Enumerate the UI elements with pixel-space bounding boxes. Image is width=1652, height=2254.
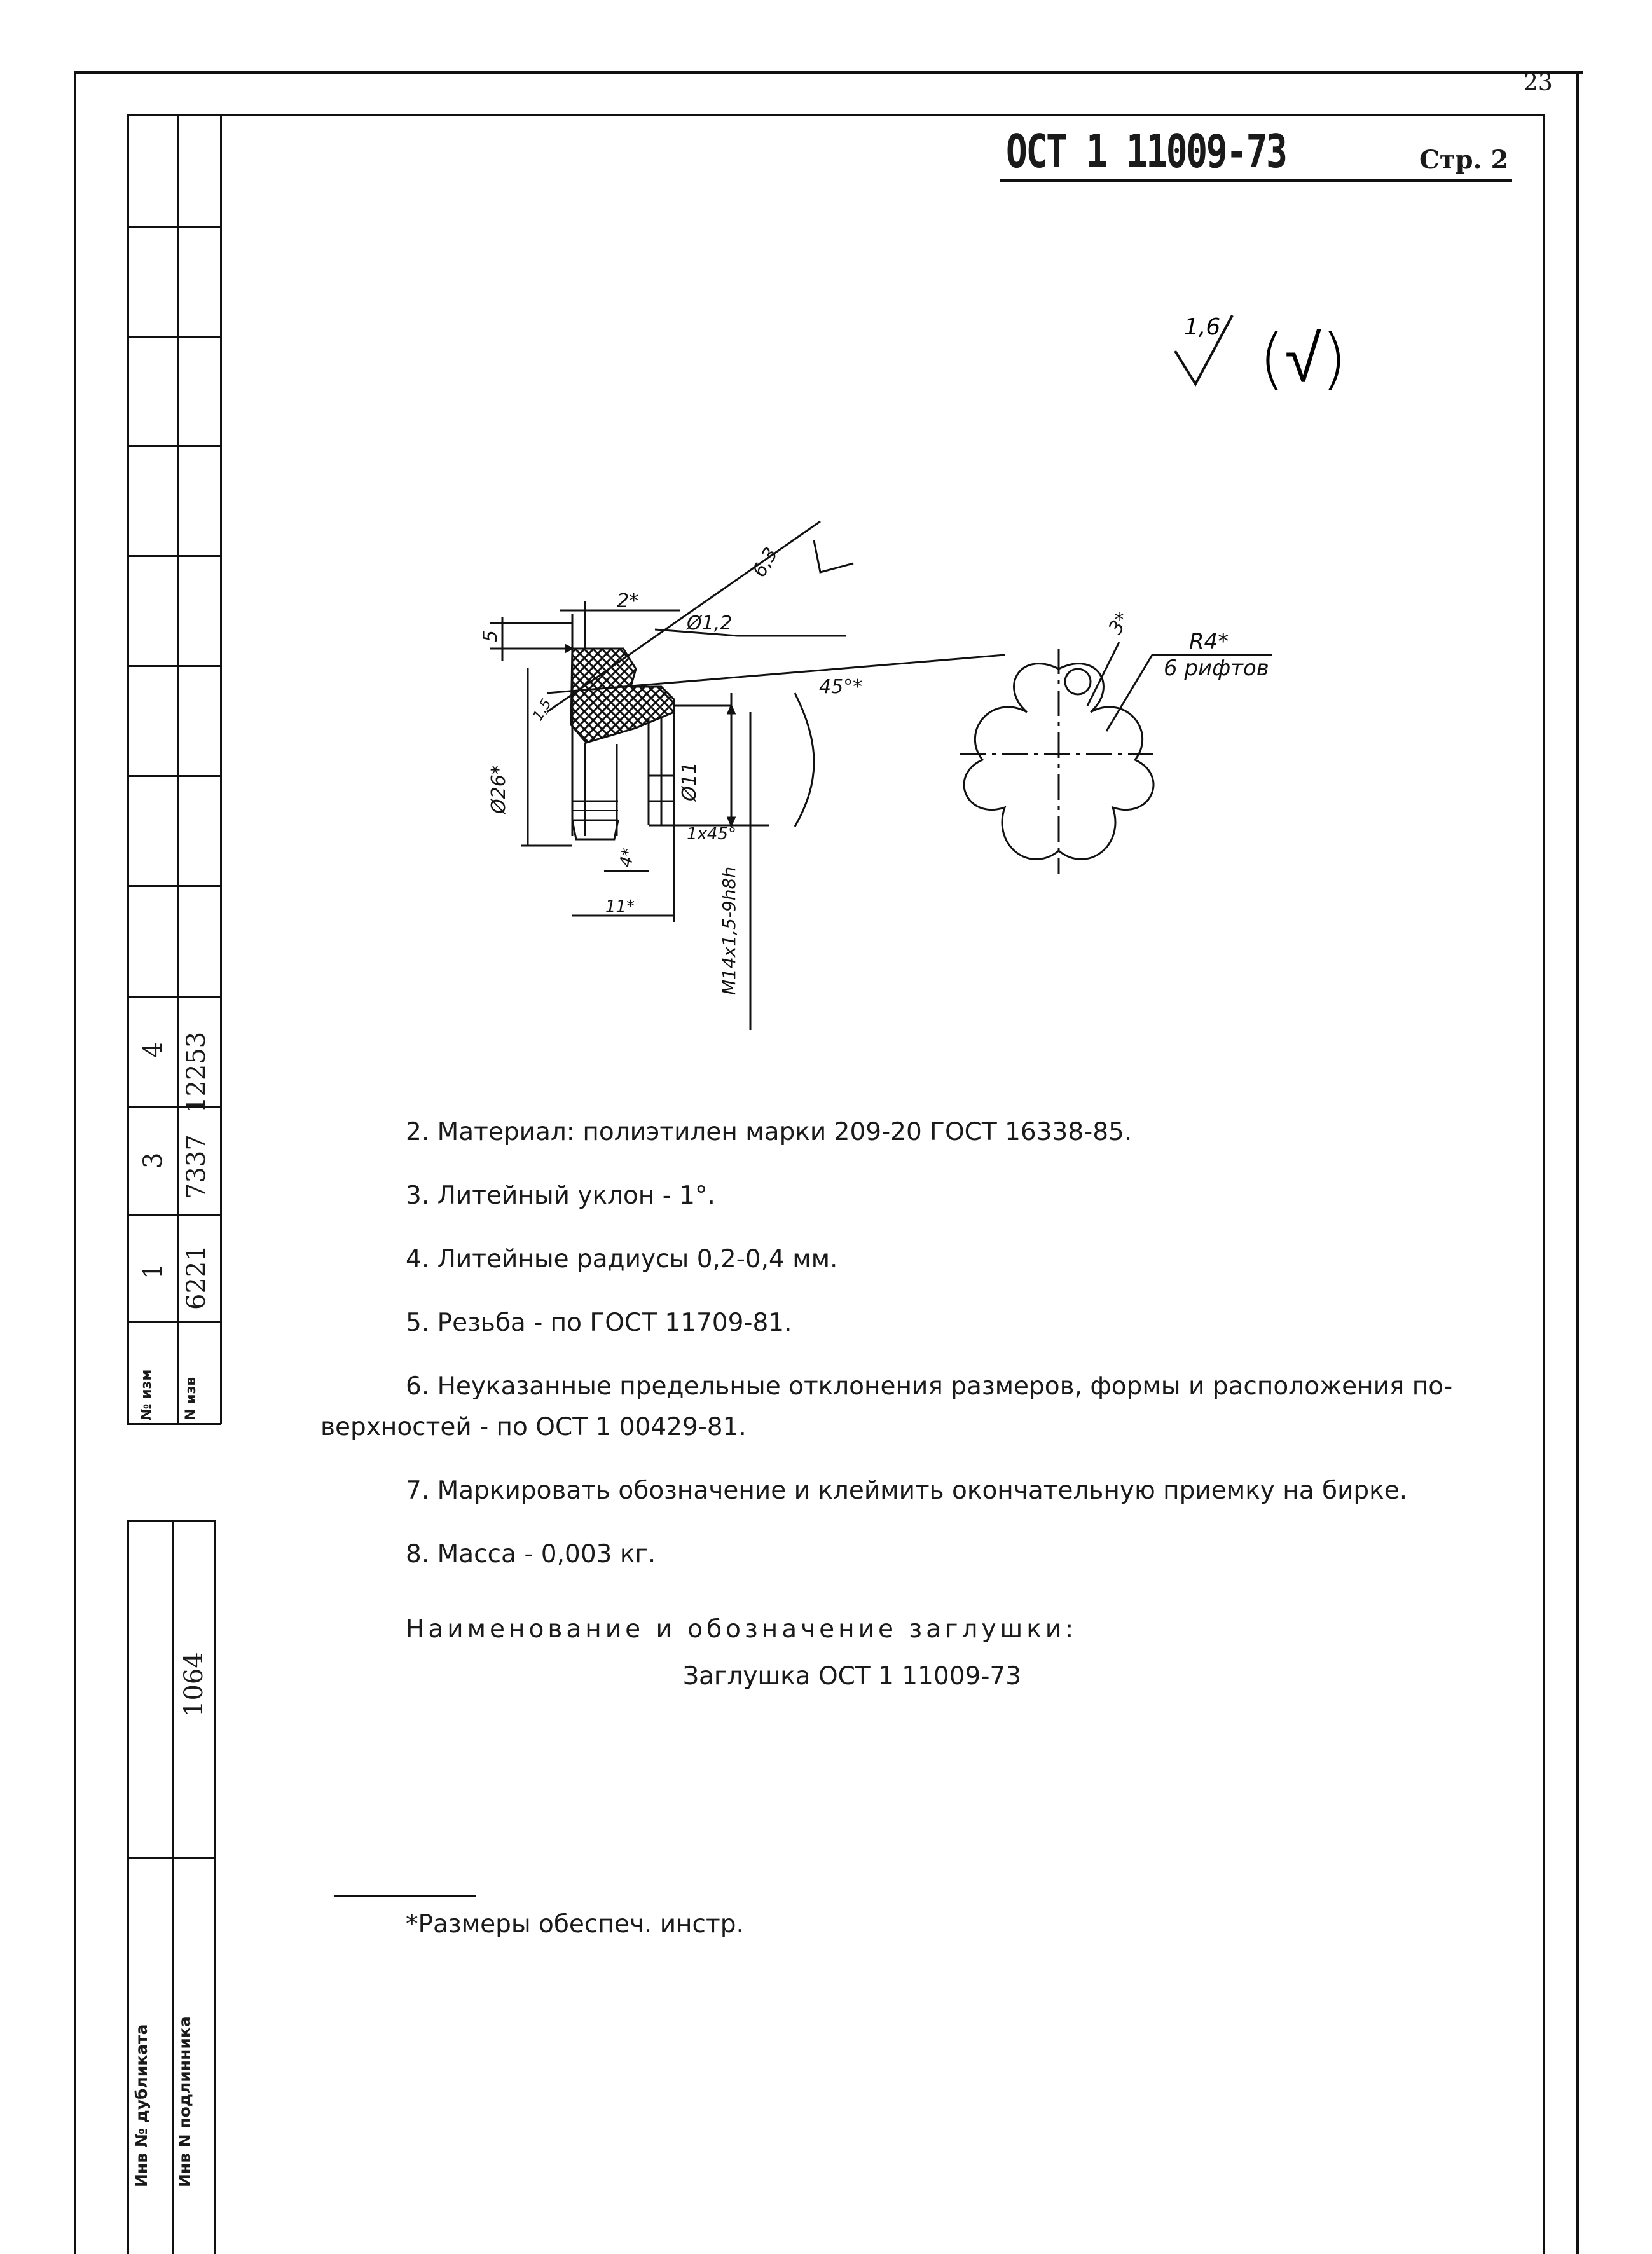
dimension-1-5: 1,5 — [530, 696, 555, 724]
roughness-value: 1,6 — [1184, 314, 1221, 340]
dimension-ribs: 6 рифтов — [1164, 656, 1269, 681]
note-material: 2. Материал: полиэтилен марки 209-20 ГОСТ 16338-85. — [406, 1118, 1132, 1146]
strip-row-5 — [127, 665, 221, 667]
note-marking: 7. Маркировать обозначение и клеймить окончательную приемку на бирке. — [406, 1476, 1408, 1505]
lower-strip-col-2 — [172, 1520, 174, 2254]
strip-row-7 — [127, 885, 221, 887]
footnote: *Размеры обеспеч. инстр. — [406, 1910, 744, 1939]
dimension-diameter-26: Ø26* — [488, 765, 510, 814]
note-thread: 5. Резьба - по ГОСТ 11709-81. — [406, 1309, 792, 1337]
revision-change-label: № изм — [139, 1369, 155, 1420]
note-casting-radii: 4. Литейные радиусы 0,2-0,4 мм. — [406, 1245, 838, 1274]
designation-value: Заглушка ОСТ 1 11009-73 — [683, 1662, 1022, 1691]
footnote-rule — [334, 1895, 476, 1897]
strip-row-1 — [127, 226, 221, 228]
dimension-5: 5 — [479, 629, 502, 642]
strip-row-2 — [127, 336, 221, 338]
plug-drawing — [464, 502, 1418, 1030]
strip-row-11 — [127, 1321, 221, 1323]
duplicate-inventory-label: Инв № дубликата — [132, 2024, 151, 2187]
frame-inner-right-border — [1543, 114, 1545, 2254]
revision-notice-3: 7337 — [182, 1134, 211, 1199]
lower-strip-col-3 — [214, 1520, 216, 2254]
dimension-chamfer: 1x45° — [687, 825, 737, 844]
revision-change-4: 4 — [139, 1041, 168, 1058]
dimension-45-angle: 45°* — [819, 676, 863, 698]
strip-col-2 — [177, 114, 179, 1424]
strip-col-1 — [127, 114, 129, 1424]
page-number: 23 — [1524, 70, 1553, 96]
dimension-diameter-11: Ø11 — [678, 762, 701, 801]
document-code: ОСТ 1 11009-73 — [1006, 125, 1286, 178]
dimension-11: 11* — [605, 897, 635, 916]
strip-row-6 — [127, 775, 221, 777]
dimension-4: 4* — [616, 846, 639, 869]
note-tolerances-continued: верхностей - по ОСТ 1 00429-81. — [320, 1413, 747, 1441]
roughness-symbol — [1170, 305, 1373, 401]
dimension-3: 3* — [1104, 608, 1134, 638]
revision-change-1: 1 — [139, 1263, 168, 1279]
strip-row-12 — [127, 1423, 221, 1425]
revision-notice-4: 12253 — [182, 1031, 211, 1113]
dimension-6-3: 6,3 — [748, 544, 783, 581]
revision-notice-1: 6221 — [182, 1245, 211, 1310]
header-underline — [1000, 179, 1512, 182]
dimension-r4: R4* — [1189, 629, 1229, 654]
lower-strip-top — [127, 1520, 215, 1522]
roughness-bracket-symbol: (√) — [1259, 320, 1347, 397]
revision-notice-label: N изв — [183, 1377, 199, 1420]
revision-change-3: 3 — [139, 1152, 168, 1169]
strip-col-3 — [220, 114, 222, 1424]
note-draft-angle: 3. Литейный уклон - 1°. — [406, 1181, 715, 1210]
frame-top-border — [74, 71, 1583, 74]
lower-strip-col-1 — [127, 1520, 129, 2254]
designation-heading: Наименование и обозначение заглушки: — [406, 1615, 1078, 1644]
strip-row-4 — [127, 555, 221, 557]
side-block-code: 1064 — [179, 1652, 209, 1717]
lower-strip-row — [127, 1857, 215, 1859]
strip-top-line — [127, 114, 223, 116]
note-mass: 8. Масса - 0,003 кг. — [406, 1540, 656, 1569]
strip-row-8 — [127, 996, 221, 998]
strip-row-10 — [127, 1214, 221, 1216]
dimension-2: 2* — [617, 590, 639, 612]
original-inventory-label: Инв N подлинника — [176, 2016, 194, 2187]
frame-right-border — [1576, 71, 1579, 2254]
frame-top-inner-border — [223, 114, 1545, 116]
strip-row-3 — [127, 445, 221, 447]
sheet-label: Стр. 2 — [1419, 145, 1509, 175]
dimension-thread: M14x1,5-9h8h — [719, 866, 740, 995]
note-tolerances: 6. Неуказанные предельные отклонения размеров, формы и расположения по- — [406, 1372, 1453, 1401]
dimension-diameter-1-2: Ø1,2 — [687, 612, 733, 635]
frame-left-border — [74, 71, 76, 2254]
